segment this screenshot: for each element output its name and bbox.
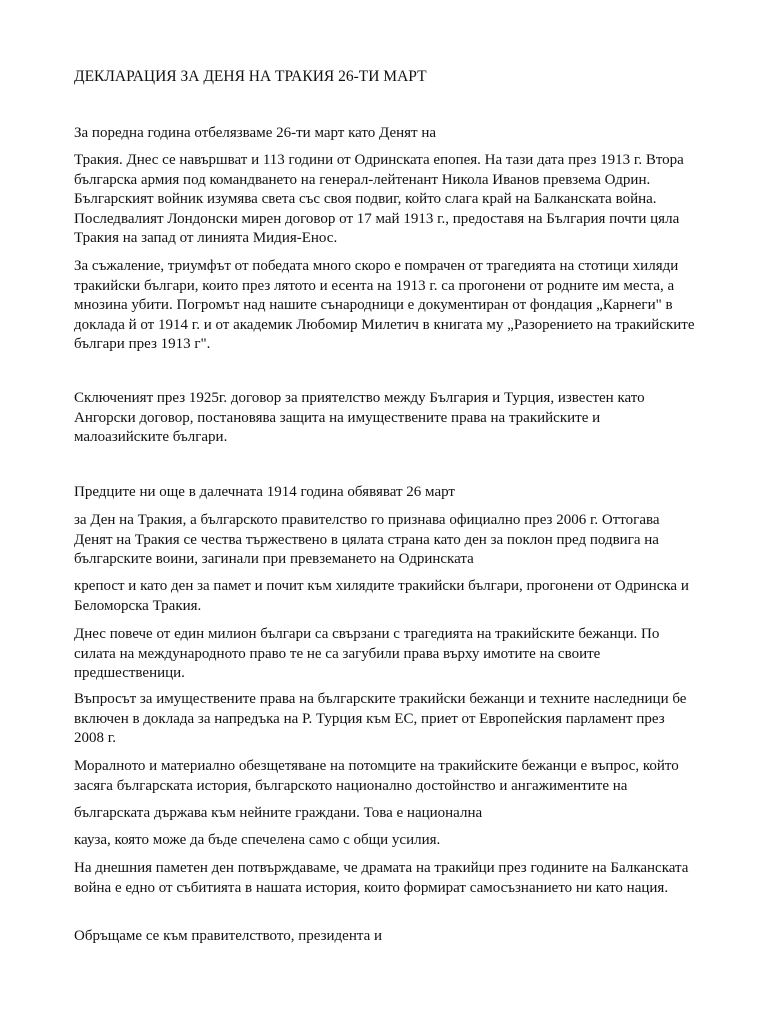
paragraph: За съжаление, триумфът от победата много скоро е помрачен от трагедията на стотици хиляди тракийски българи, които през лятото и есента на 1913 г. са прогонени от родните им места, а мнозина убити. Погромът над нашите сънародници е документиран от фондация „Карнеги" в доклада й от 1914 г. и от академик Любомир Милетич в книгата му „Разорението на тракийските българи през 1913 г". xyxy=(74,258,695,352)
paragraph: крепост и като ден за памет и почит към хилядите тракийски българи, прогонени от Одринска и Беломорска Тракия. xyxy=(74,578,689,614)
paragraph: Предците ни още в далечната 1914 година обявяват 26 март xyxy=(74,484,455,500)
paragraph: Моралното и материално обезщетяване на потомците на тракийските бежанци е въпрос, който засяга българската история, българското национално достойнство и ангажиментите на xyxy=(74,758,679,794)
paragraph: Сключеният през 1925г. договор за приятелство между България и Турция, известен като Ангорски договор, постановява защита на имуществените права на тракийските и малоазийските българи. xyxy=(74,390,645,445)
paragraph: Въпросът за имуществените права на българските тракийски бежанци и техните наследници бе включен в доклада за напредъка на Р. Турция към ЕС, приет от Европейския парламент през 2008 г. xyxy=(74,691,687,746)
document-title: ДЕКЛАРАЦИЯ ЗА ДЕНЯ НА ТРАКИЯ 26-ТИ МАРТ xyxy=(74,68,427,85)
paragraph: На днешния паметен ден потвърждаваме, че драмата на тракийци през годините на Балканската война е едно от събитията в нашата история, които формират самосъзнанието ни като нация. xyxy=(74,860,689,896)
paragraph: За поредна година отбелязваме 26-ти март като Денят на xyxy=(74,125,437,141)
paragraph: за Ден на Тракия, а българското правителство го признава официално през 2006 г. Оттогава Денят на Тракия се чества тържествено в цялата страна като ден за поклон пред подвига на българските воини, загинали при превземането на Одринската xyxy=(74,512,660,567)
paragraph: кауза, която може да бъде спечелена само с общи усилия. xyxy=(74,832,441,848)
paragraph: Обръщаме се към правителството, президента и xyxy=(74,928,383,944)
paragraph: Тракия. Днес се навършват и 113 години от Одринската епопея. На тази дата през 1913 г. Втора българска армия под командването на генерал-лейтенант Никола Иванов превзема Одрин. Българският войник изумява света със своя подвиг, който слага край на Балканската война. Последвалият Лондонски мирен договор от 17 май 1913 г., предоставя на България почти цяла Тракия на запад от линията Мидия-Енос. xyxy=(74,152,684,246)
paragraph: Днес повече от един милион българи са свързани с трагедията на тракийските бежанци. По силата на международното право те не са загубили права върху имотите на своите предшественици. xyxy=(74,626,660,681)
paragraph: българската държава към нейните граждани. Това е национална xyxy=(74,805,483,821)
